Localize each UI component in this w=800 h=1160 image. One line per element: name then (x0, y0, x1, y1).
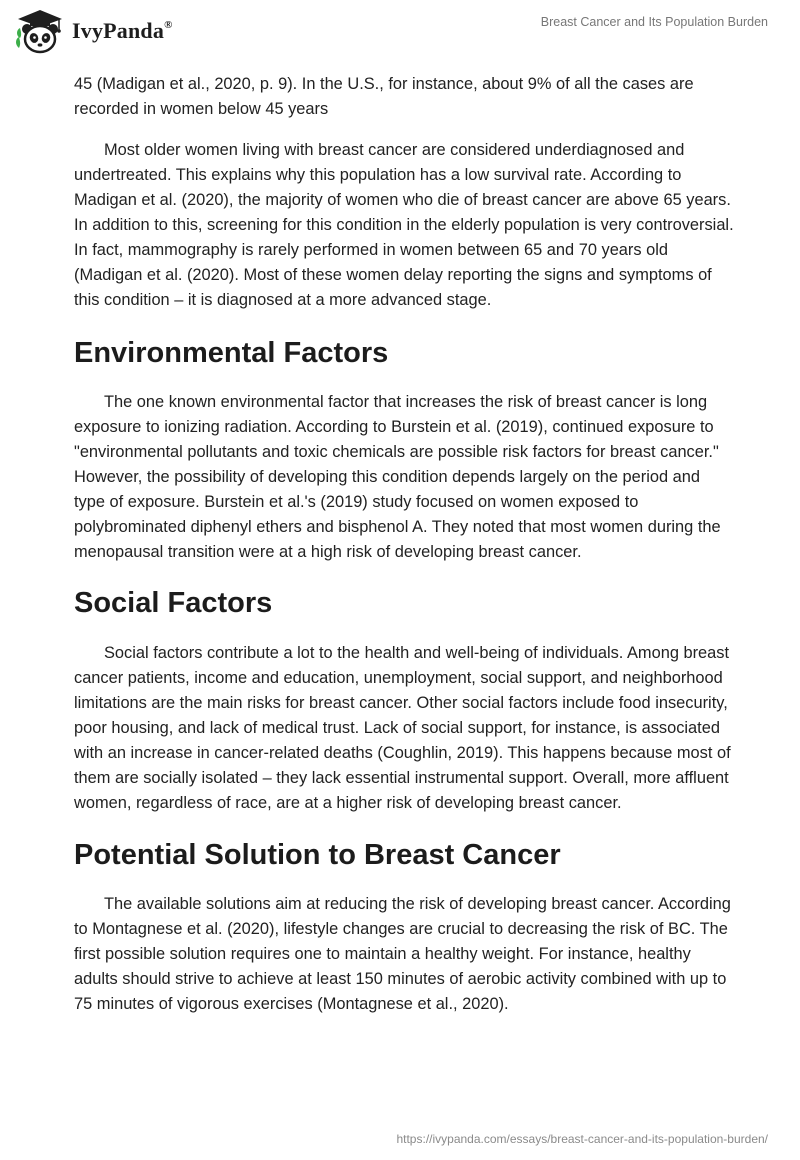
source-url[interactable]: https://ivypanda.com/essays/breast-cancer-and-its-population-burden/ (396, 1132, 768, 1146)
section-heading-environmental-factors: Environmental Factors (74, 337, 389, 369)
section-heading-social-factors: Social Factors (74, 587, 273, 619)
panda-graduation-cap-icon (14, 8, 66, 54)
page-header (0, 0, 800, 62)
section-body-social-factors: Social factors contribute a lot to the health and well-being of individuals. Among breast cancer patients, income and education, unemployment, social support, and neighborhood limitations are the main risks for breast cancer. Other social factors include food insecurity, poor housing, and lack of medical trust. Lack of social support, for instance, is associated with an increase in cancer-related deaths (Coughlin, 2019). This happens because most of them are socially isolated – they lack essential instrumental support. Overall, more affluent women, regardless of race, are at a higher risk of developing breast cancer. (74, 644, 731, 812)
section-body-potential-solution: The available solutions aim at reducing the risk of developing breast cancer. According to Montagnese et al. (2020), lifestyle changes are crucial to decreasing the risk of BC. The first possible solution requires one to maintain a healthy weight. For instance, healthy adults should strive to achieve at least 150 minutes of aerobic activity combined with up to 75 minutes of vigorous exercises (Montagnese et al., 2020). (74, 895, 731, 1013)
brand-name-wrapper (72, 18, 173, 44)
section-heading-potential-solution: Potential Solution to Breast Cancer (74, 839, 561, 871)
brand-logo[interactable] (14, 8, 173, 54)
older-women-paragraph: Most older women living with breast cancer are considered underdiagnosed and undertreated. This explains why this population has a low survival rate. According to Madigan et al. (2020), the majority of women who die of breast cancer are above 65 years. In addition to this, screening for this condition in the elderly population is very controversial. In fact, mammography is rarely performed in women between 65 and 70 years old (Madigan et al. (2020). Most of these women delay reporting the signs and symptoms of this condition – it is diagnosed at a more advanced stage. (74, 141, 734, 309)
brand-name: IvyPanda (72, 18, 165, 43)
section-body-environmental-factors: The one known environmental factor that increases the risk of breast cancer is long exposure to ionizing radiation. According to Burstein et al. (2019), continued exposure to "environmental pollutants and toxic chemicals are possible risk factors for breast cancer." However, the possibility of developing this condition depends largely on the period and type of exposure. Burstein et al.'s (2019) study focused on women exposed to polybrominated diphenyl ethers and bisphenol A. They noted that most women during the menopausal transition were at a high risk of developing breast cancer. (74, 393, 721, 561)
intro-paragraph: 45 (Madigan et al., 2020, p. 9). In the U.S., for instance, about 9% of all the cases are recorded in women below 45 years (74, 75, 694, 118)
document-title: Breast Cancer and Its Population Burden (540, 15, 768, 29)
registered-mark: ® (164, 18, 173, 31)
essay-content (74, 72, 734, 1017)
